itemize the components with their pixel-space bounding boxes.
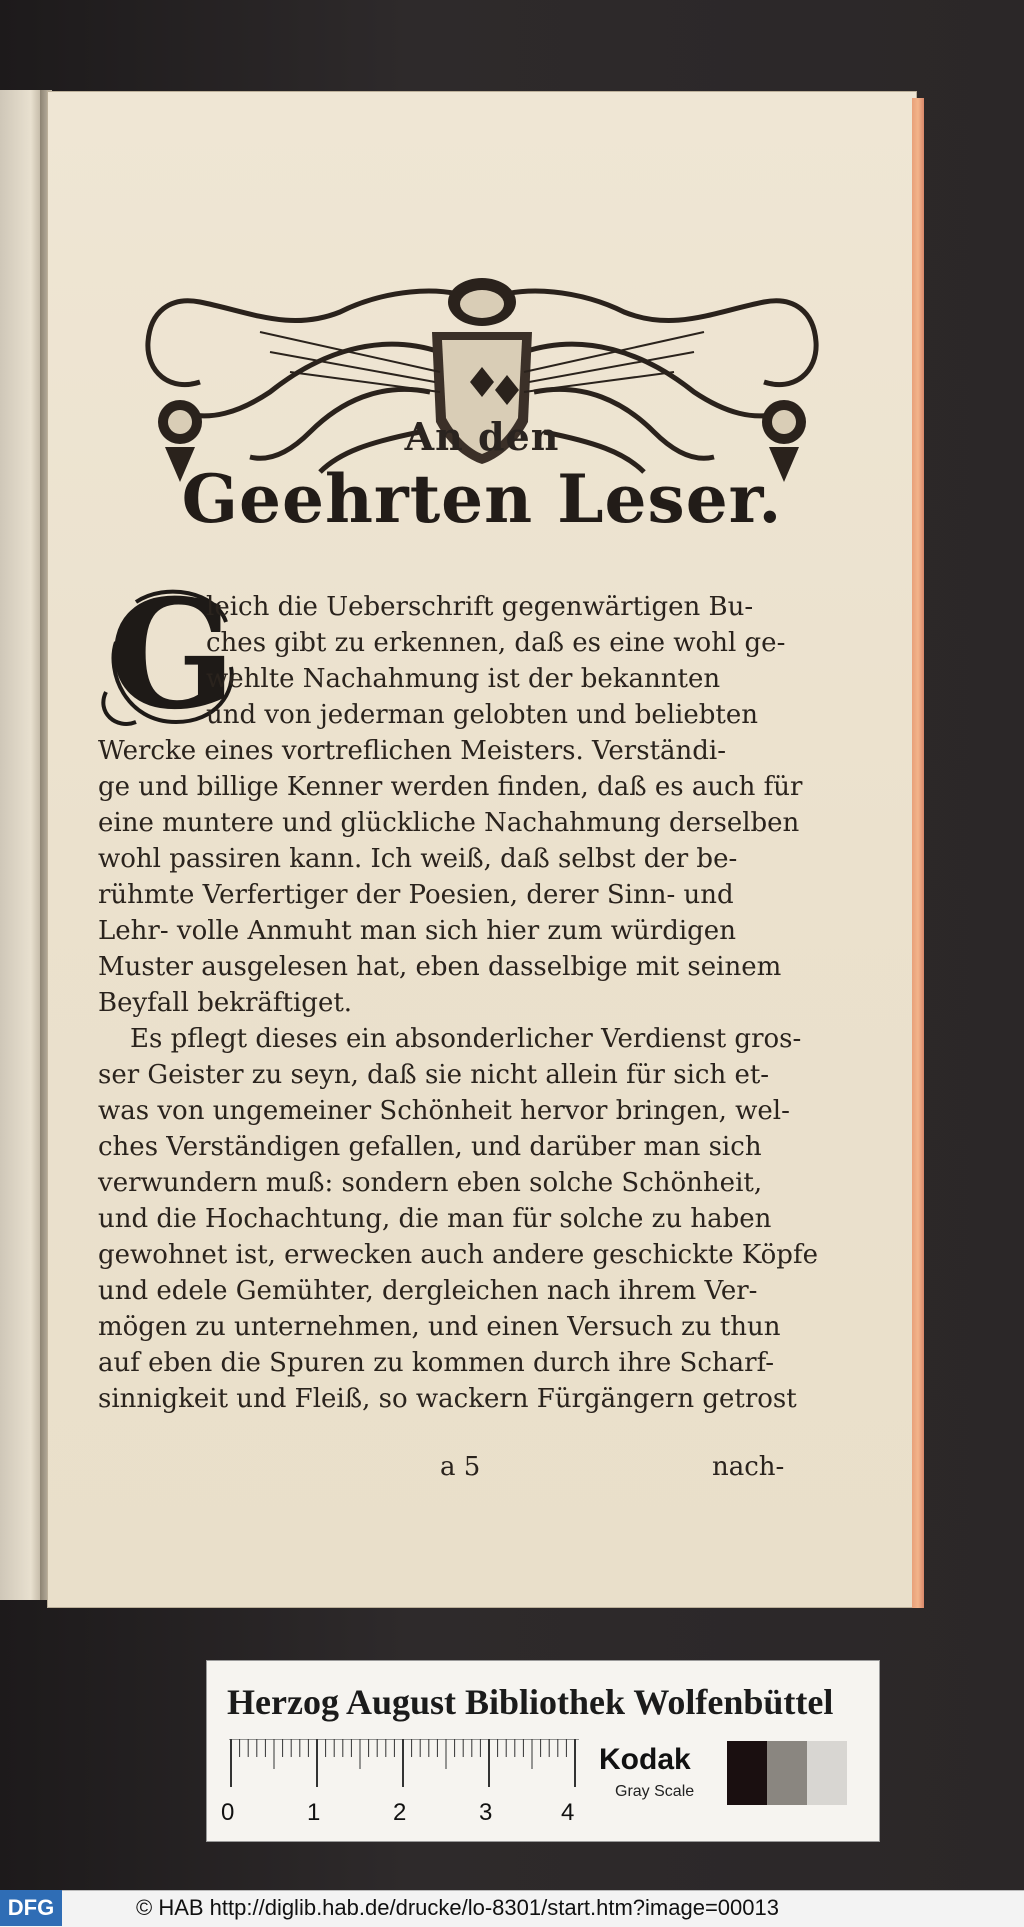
kodak-logo: Kodak: [599, 1743, 691, 1776]
swatch-light: [807, 1741, 847, 1805]
ruler-number: 3: [479, 1799, 493, 1826]
text-line: und edele Gemühter, dergleichen nach ihrem Ver-: [98, 1276, 758, 1306]
text-line: verwundern muß: sondern eben solche Schönheit,: [98, 1168, 763, 1198]
text-line: Wercke eines vortreflichen Meisters. Verständi-: [98, 736, 727, 766]
measurement-ruler: [229, 1739, 579, 1795]
gray-scale-label: Gray Scale: [615, 1783, 695, 1800]
text-line: rühmte Verfertiger der Poesien, derer Sinn- und: [98, 880, 734, 910]
previous-page-edge: [0, 90, 44, 1600]
swatch-dark: [727, 1741, 767, 1805]
text-line: eine muntere und glückliche Nachahmung derselben: [98, 808, 800, 838]
body-text: [48, 92, 916, 1607]
text-line: was von ungemeiner Schönheit hervor bringen, wel-: [98, 1096, 790, 1126]
library-name: Herzog August Bibliothek Wolfenbüttel: [227, 1682, 834, 1722]
text-line: gewohnet ist, erwecken auch andere geschickte Köpfe: [98, 1240, 818, 1270]
text-line: Muster ausgelesen hat, eben dasselbige mit seinem: [98, 952, 782, 982]
drop-cap: G: [107, 567, 237, 743]
book-page: [48, 92, 916, 1607]
text-line: sinnigkeit und Fleiß, so wackern Fürgängern getrost: [98, 1384, 797, 1414]
ruler-number: 2: [393, 1799, 407, 1826]
text-line: Beyfall bekräftiget.: [98, 988, 353, 1018]
text-line: ge und billige Kenner werden finden, daß es auch für: [98, 772, 803, 802]
text-line: wehlte Nachahmung ist der bekannten: [206, 664, 721, 694]
text-line: mögen zu unternehmen, und einen Versuch zu thun: [98, 1312, 781, 1342]
text-line: wohl passiren kann. Ich weiß, daß selbst der be-: [98, 844, 738, 874]
dfg-badge: DFG: [0, 1890, 62, 1926]
text-line: und von jederman gelobten und beliebten: [206, 700, 758, 730]
text-line: Es pflegt dieses ein absonderlicher Verdienst gros-: [130, 1024, 802, 1054]
heading-small: An den: [404, 414, 560, 459]
signature-mark: a 5: [440, 1452, 481, 1482]
text-line: auf eben die Spuren zu kommen durch ihre Scharf-: [98, 1348, 775, 1378]
text-line: leich die Ueberschrift gegenwärtigen Bu-: [206, 592, 754, 622]
text-line: und die Hochachtung, die man für solche zu haben: [98, 1204, 772, 1234]
text-line: ches gibt zu erkennen, daß es eine wohl ge-: [206, 628, 786, 658]
copyright-link[interactable]: © HAB http://diglib.hab.de/drucke/lo-8301/start.htm?image=00013: [136, 1895, 779, 1920]
ruler-number: 4: [561, 1799, 575, 1826]
text-line: ches Verständigen gefallen, und darüber man sich: [98, 1132, 762, 1162]
gray-swatches: [727, 1741, 847, 1805]
page-fore-edge: [912, 98, 924, 1608]
swatch-mid: [767, 1741, 807, 1805]
heading-large: Geehrten Leser.: [181, 460, 783, 538]
color-card: [206, 1660, 880, 1842]
catchword: nach-: [712, 1452, 785, 1482]
text-line: Lehr- volle Anmuht man sich hier zum würdigen: [98, 916, 736, 946]
ruler-number: 0: [221, 1799, 235, 1826]
text-line: ser Geister zu seyn, daß sie nicht allein für sich et-: [98, 1060, 770, 1090]
ruler-number: 1: [307, 1799, 321, 1826]
